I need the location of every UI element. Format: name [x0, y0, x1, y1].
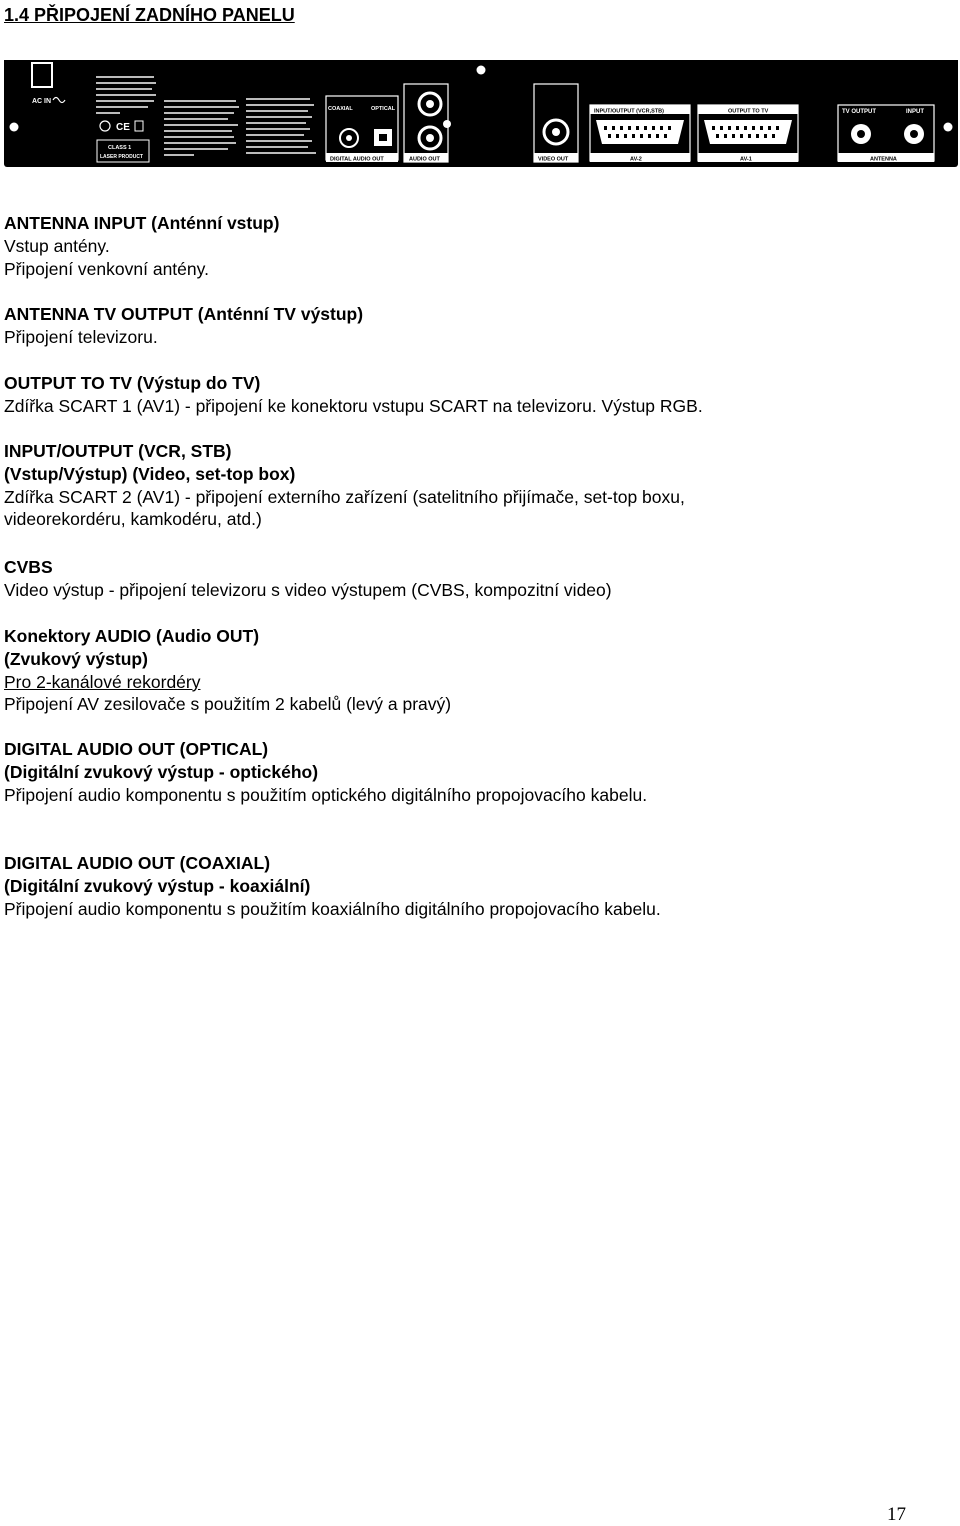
section-heading-line: ANTENNA INPUT (Anténní vstup)	[4, 213, 280, 233]
connector-section	[4, 212, 279, 280]
section-heading-line: (Vstup/Výstup) (Video, set-top box)	[4, 463, 296, 484]
antenna-label: ANTENNA	[870, 156, 897, 163]
section-text-line: Vstup antény.	[4, 235, 110, 256]
output-to-tv-label: OUTPUT TO TV	[728, 108, 769, 115]
section-heading-line: (Digitální zvukový výstup - optického)	[4, 761, 319, 782]
screw-icon	[944, 123, 953, 132]
caution-fineprint	[96, 76, 316, 156]
section-heading-line: (Zvukový výstup)	[4, 648, 148, 669]
audio-out-label: AUDIO OUT	[409, 156, 440, 163]
rear-panel-illustration	[4, 60, 958, 167]
section-heading-line: (Digitální zvukový výstup - koaxiální)	[4, 875, 311, 896]
scart-av2-connector-icon	[596, 120, 684, 144]
screw-icon	[10, 123, 19, 132]
section-text-line: Připojení AV zesilovače s použitím 2 kabelů (levý a pravý)	[4, 694, 452, 715]
section-text-line: Připojení audio komponentu s použitím optického digitálního propojovacího kabelu.	[4, 784, 648, 805]
ac-wave-icon	[53, 98, 65, 103]
section-text-line: Zdířka SCART 2 (AV1) - připojení externího zařízení (satelitního přijímače, set-top boxu,	[4, 486, 685, 507]
tv-output-label: TV OUTPUT	[842, 109, 876, 115]
screw-icon	[443, 120, 451, 128]
section-text-line: Video výstup - připojení televizoru s video výstupem (CVBS, kompozitní video)	[4, 579, 612, 600]
section-text-line: videorekordéru, kamkodéru, atd.)	[4, 509, 262, 530]
warning-symbol-icon	[100, 121, 110, 131]
connector-section	[4, 625, 451, 716]
connector-section	[4, 852, 661, 920]
section-heading-line: INPUT/OUTPUT (VCR, STB)	[4, 441, 232, 461]
section-heading-line: OUTPUT TO TV (Výstup do TV)	[4, 373, 261, 393]
input-output-vcr-stb-label: INPUT/OUTPUT (VCR,STB)	[594, 108, 664, 115]
ce-mark: CE	[116, 122, 130, 133]
section-heading-line: ANTENNA TV OUTPUT (Anténní TV výstup)	[4, 304, 364, 324]
section-heading-line: DIGITAL AUDIO OUT (COAXIAL)	[4, 853, 271, 873]
coaxial-label: COAXIAL	[328, 106, 353, 112]
scart-av1-connector-icon	[704, 120, 792, 144]
section-text-line: Zdířka SCART 1 (AV1) - připojení ke konektoru vstupu SCART na televizoru. Výstup RGB.	[4, 395, 703, 416]
class1-label-line1: CLASS 1	[108, 145, 132, 151]
page-heading: 1.4 PŘIPOJENÍ ZADNÍHO PANELU	[4, 5, 295, 25]
section-text-line: Připojení audio komponentu s použitím koaxiálního digitálního propojovacího kabelu.	[4, 898, 661, 919]
screw-icon	[477, 66, 486, 75]
input-label: INPUT	[906, 109, 924, 115]
section-heading-line: DIGITAL AUDIO OUT (OPTICAL)	[4, 739, 269, 759]
video-out-label: VIDEO OUT	[538, 156, 569, 163]
page-number: 17	[887, 1504, 906, 1525]
section-text-line: Připojení televizoru.	[4, 326, 158, 347]
ac-inlet-icon	[32, 63, 52, 87]
recycle-bin-icon	[135, 121, 143, 131]
optical-label: OPTICAL	[371, 106, 396, 112]
section-heading-line: Konektory AUDIO (Audio OUT)	[4, 626, 260, 646]
class1-label-line2: LASER PRODUCT	[100, 154, 144, 160]
connector-section	[4, 303, 363, 349]
section-text-line: Pro 2-kanálové rekordéry	[4, 671, 201, 692]
section-heading-line: CVBS	[4, 557, 53, 577]
connector-section	[4, 738, 647, 806]
section-text-line: Připojení venkovní antény.	[4, 258, 209, 279]
digital-audio-out-label: DIGITAL AUDIO OUT	[330, 156, 384, 163]
av2-label: AV-2	[630, 156, 642, 163]
connector-section	[4, 556, 612, 602]
connector-section	[4, 372, 703, 418]
av1-label: AV-1	[740, 156, 752, 163]
connector-section	[4, 440, 685, 531]
ac-in-label: AC IN	[32, 98, 52, 105]
